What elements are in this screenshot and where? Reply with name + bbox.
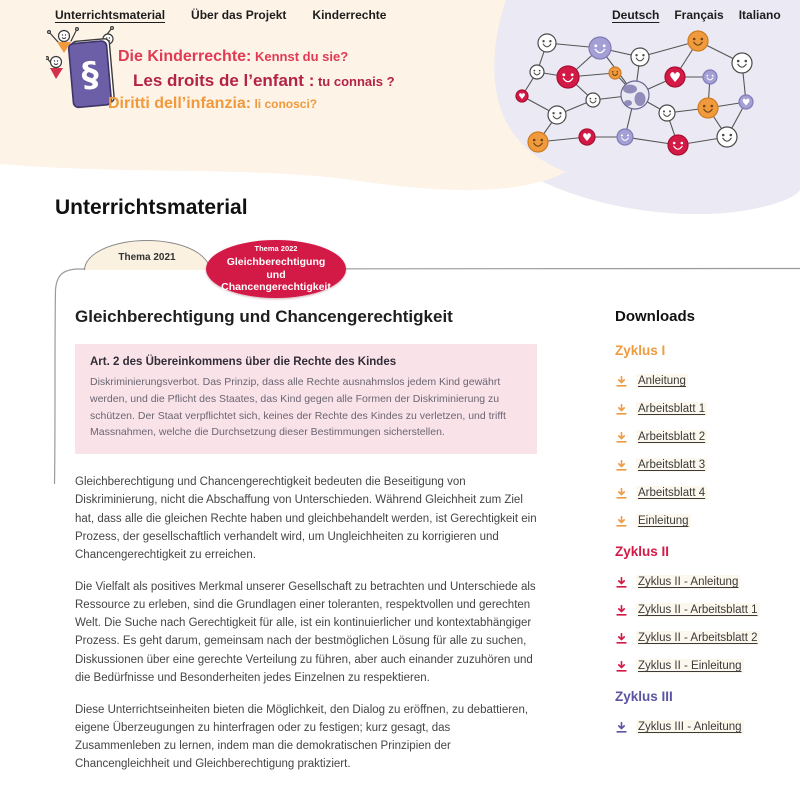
lang-italiano[interactable]: Italiano [738,8,781,22]
downloads-heading: Downloads [615,308,696,325]
banner-title-german [118,48,348,66]
banner-de-rest: Kennst du sie? [251,49,349,64]
download-link-zyklus-2-arbeitsblatt-2[interactable] [615,631,795,645]
download-link-zyklus-2-einleitung[interactable] [615,659,795,673]
article-2-infobox [75,344,537,454]
nav-item-kinderrechte[interactable]: Kinderrechte [312,8,387,22]
banner-de-lead: Die Kinderrechte: [118,48,252,65]
download-link-anleitung[interactable] [615,374,795,388]
banner-it-lead: Diritti dell’infanzia: [108,95,252,112]
main-nav [55,8,386,22]
download-link-zyklus-2-anleitung[interactable] [615,575,795,589]
download-link-arbeitsblatt-3[interactable] [615,458,795,472]
downloads-section-zyklus-1 [615,343,795,528]
download-link-arbeitsblatt-2[interactable] [615,430,795,444]
download-icon [615,487,628,500]
svg-text:♥: ♥ [582,130,592,144]
download-link-label: Zyklus III - Anleitung [638,721,742,733]
download-link-label: Zyklus II - Einleitung [638,660,742,672]
download-icon [615,431,628,444]
paragraph-2: Die Vielfalt als positives Merkmal unserer Gesellschaft zu betrachten und Unterschiede als Ressource zu erleben, sind die Grundlagen einer toleranten, respektvollen und gerechten Welt. Die Suche nach Gerechtigkeit für alle, ist ein kontinuierlicher und kontextabhängiger Prozess. Es geht darum, gemeinsam nach der bestmöglichen Lösung für alle zu suchen, Diskussionen über eine gerechte Verteilung zu führen, aber auch einander zuzuhören und die Bedürfnisse und Besonderheiten jedes Einzelnen zu respektieren. [75,580,536,684]
downloads-section-zyklus-2 [615,544,795,673]
article-heading: Gleichberechtigung und Chancengerechtigkeit [75,307,453,326]
tab-thema-2022-topic: Gleichberechtigung und Chancengerechtigkeit [221,256,331,294]
download-link-label: Arbeitsblatt 1 [638,403,706,415]
download-icon [615,459,628,472]
infobox-title: Art. 2 des Übereinkommens über die Rechte des Kindes [90,356,397,368]
paragraph-3: Diese Unterrichtseinheiten bieten die Möglichkeit, den Dialog zu eröffnen, zu debattieren, eigene Überzeugungen zu hinterfragen oder zu festigen; kurz gesagt, das Zusammenleben zu lernen, indem man die demokratischen Prinzipien der Chancengleichheit und Gleichberechtigung praktiziert. [75,703,529,771]
download-icon [615,660,628,673]
lang-deutsch[interactable]: Deutsch [612,8,660,22]
nav-item-ueber-das-projekt[interactable]: Über das Projekt [191,8,287,22]
download-icon [615,632,628,645]
nav-item-unterrichtsmaterial[interactable]: Unterrichtsmaterial [55,8,166,22]
download-link-label: Zyklus II - Arbeitsblatt 1 [638,604,758,616]
download-link-zyklus-3-anleitung[interactable] [615,720,795,734]
download-icon [615,604,628,617]
banner-title-french [133,71,395,91]
download-link-label: Arbeitsblatt 2 [638,431,706,443]
tab-thema-2021[interactable] [84,240,210,270]
language-nav [612,8,781,22]
lang-francais[interactable]: Français [674,8,724,22]
smiley-network-illustration [490,20,800,180]
banner-it-rest: li conosci? [251,97,318,111]
zyklus-1-title: Zyklus I [615,343,666,358]
download-icon [615,515,628,528]
svg-text:♥: ♥ [668,69,682,86]
infobox-text: Diskriminierungsverbot. Das Prinzip, dass alle Rechte ausnahmslos jedem Kind gewährt werden, und die Pflicht des Staates, das Kind gegen alle Formen der Diskriminierung zu schützen. Der Staat verpflichtet sich, keines der Rechte des Kindes zu verletzen, und trifft Massnahmen, welche die Durchsetzung dieser Bestimmungen sicherstellen. [90,376,506,439]
paragraph-1: Gleichberechtigung und Chancengerechtigkeit bedeuten die Beseitigung von Diskriminierung, nicht die Abschaffung von Unterschieden. Während Gleichheit zum Ziel hat, dass alle die gleichen Rechte haben und gleichbehandelt werden, ist Gerechtigkeit ein Prozess, der gesellschaftlich verhandelt wird, um Ungleichheiten zu korrigieren und Chancengerechtigkeit zu erreichen. [75,476,537,561]
download-link-label: Zyklus II - Arbeitsblatt 2 [638,632,758,644]
banner-title-italian [108,95,317,113]
download-icon [615,576,628,589]
download-link-label: Anleitung [638,375,686,387]
download-icon [615,721,628,734]
download-icon [615,375,628,388]
article [75,307,537,788]
download-link-label: Zyklus II - Anleitung [638,576,739,588]
download-link-arbeitsblatt-1[interactable] [615,402,795,416]
banner-fr-lead: Les droits de l’enfant : [133,71,315,90]
download-link-arbeitsblatt-4[interactable] [615,486,795,500]
download-link-label: Einleitung [638,515,689,527]
download-link-einleitung[interactable] [615,514,795,528]
svg-text:♥: ♥ [518,90,526,101]
download-icon [615,403,628,416]
zyklus-3-title: Zyklus III [615,689,673,704]
zyklus-2-title: Zyklus II [615,544,670,559]
download-link-label: Arbeitsblatt 3 [638,459,706,471]
downloads-section-zyklus-3 [615,689,795,734]
tab-thema-2022[interactable] [206,240,346,298]
paragraph-symbol: § [79,54,101,96]
download-link-zyklus-2-arbeitsblatt-1[interactable] [615,603,795,617]
tab-thema-2021-label: Thema 2021 [118,252,176,263]
downloads-sidebar [615,308,795,748]
download-link-label: Arbeitsblatt 4 [638,487,706,499]
page-title: Unterrichtsmaterial [55,196,248,219]
svg-text:♥: ♥ [741,97,751,109]
banner-fr-rest: tu connais ? [314,74,395,89]
tab-thema-2022-label: Thema 2022 [254,244,298,254]
